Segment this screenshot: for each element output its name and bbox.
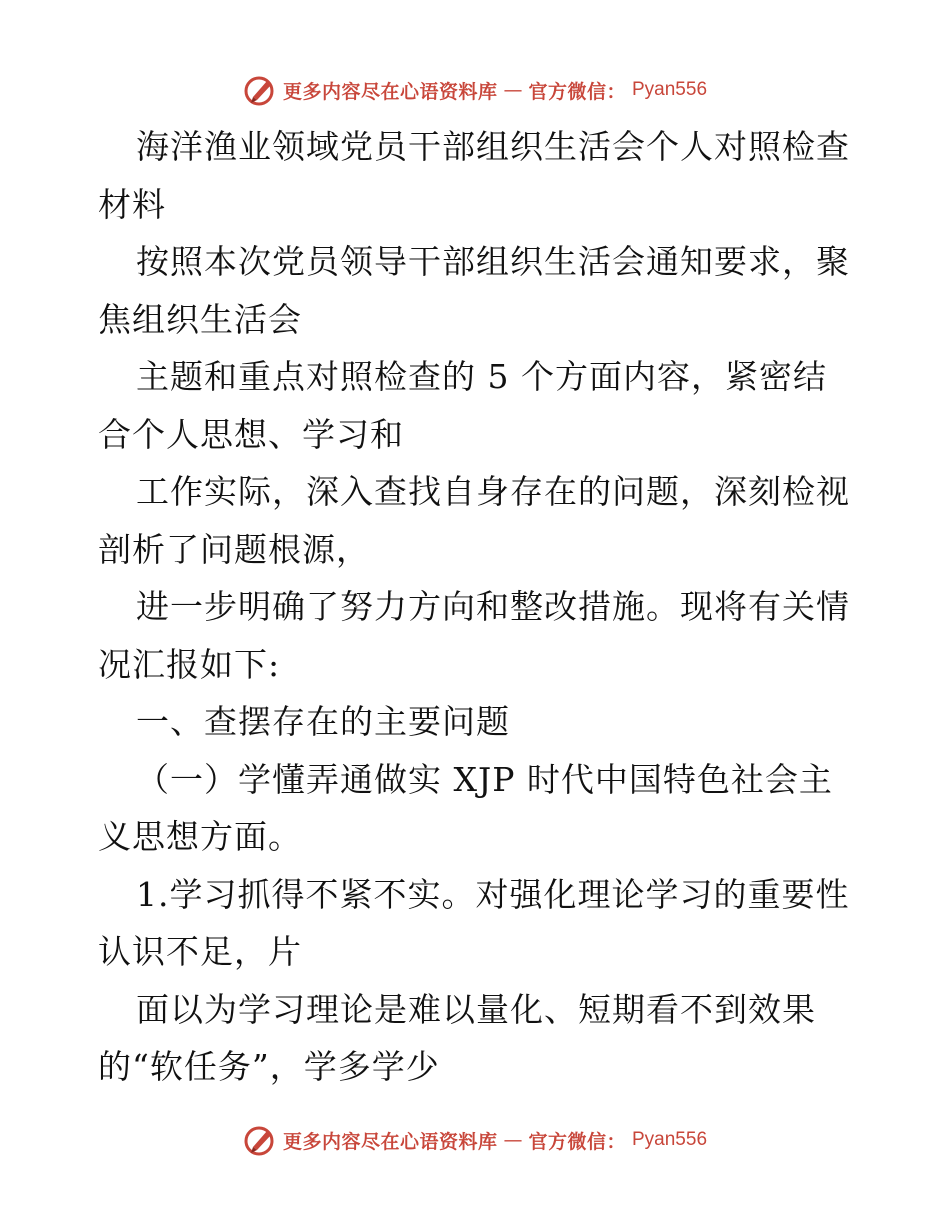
section-heading: 一、查摆存在的主要问题 [136, 702, 510, 741]
watermark-site-text: 更多内容尽在心语资料库 [282, 1130, 498, 1153]
watermark-site-text: 更多内容尽在心语资料库 [282, 80, 498, 103]
paragraph-line: 的“软任务”，学多学少 [98, 1047, 440, 1086]
watermark-separator: — [503, 79, 523, 101]
pen-logo-icon [243, 73, 277, 107]
paragraph-line: 剖析了问题根源， [98, 529, 370, 569]
paragraph-line: 面以为学习理论是难以量化、短期看不到效果 [136, 989, 816, 1029]
watermark-account-id: Pyan556 [632, 79, 708, 100]
paragraph-line: 焦组织生活会 [98, 299, 302, 339]
paragraph-line: 主题和重点对照检查的 5 个方面内容，紧密结 [136, 357, 827, 396]
watermark-account-id: Pyan556 [632, 1129, 708, 1150]
header-watermark [0, 70, 950, 110]
paragraph-line: 按照本次党员领导干部组织生活会通知要求，聚 [136, 242, 850, 281]
subsection-heading: （一）学懂弄通做实 XJP 时代中国特色社会主 [136, 759, 833, 799]
paragraph-line: 进一步明确了努力方向和整改措施。现将有关情 [136, 587, 850, 626]
subsection-heading-cont: 义思想方面。 [98, 817, 302, 856]
paragraph-line: 1.学习抓得不紧不实。对强化理论学习的重要性 [136, 874, 850, 914]
paragraph-line: 工作实际，深入查找自身存在的问题，深刻检视 [136, 472, 850, 511]
paragraph-line: 认识不足，片 [98, 932, 302, 971]
watermark-account-label: 官方微信： [528, 80, 626, 103]
footer-watermark [0, 1120, 950, 1160]
watermark-separator: — [503, 1129, 523, 1151]
title-line-2: 材料 [98, 184, 166, 224]
document-body [98, 118, 858, 1096]
title-line-1: 海洋渔业领域党员干部组织生活会个人对照检查 [136, 127, 850, 166]
watermark-account-label: 官方微信： [528, 1130, 626, 1153]
paragraph-line: 况汇报如下: [98, 644, 281, 684]
pen-logo-icon [243, 1123, 277, 1157]
paragraph-line: 合个人思想、学习和 [98, 414, 404, 454]
